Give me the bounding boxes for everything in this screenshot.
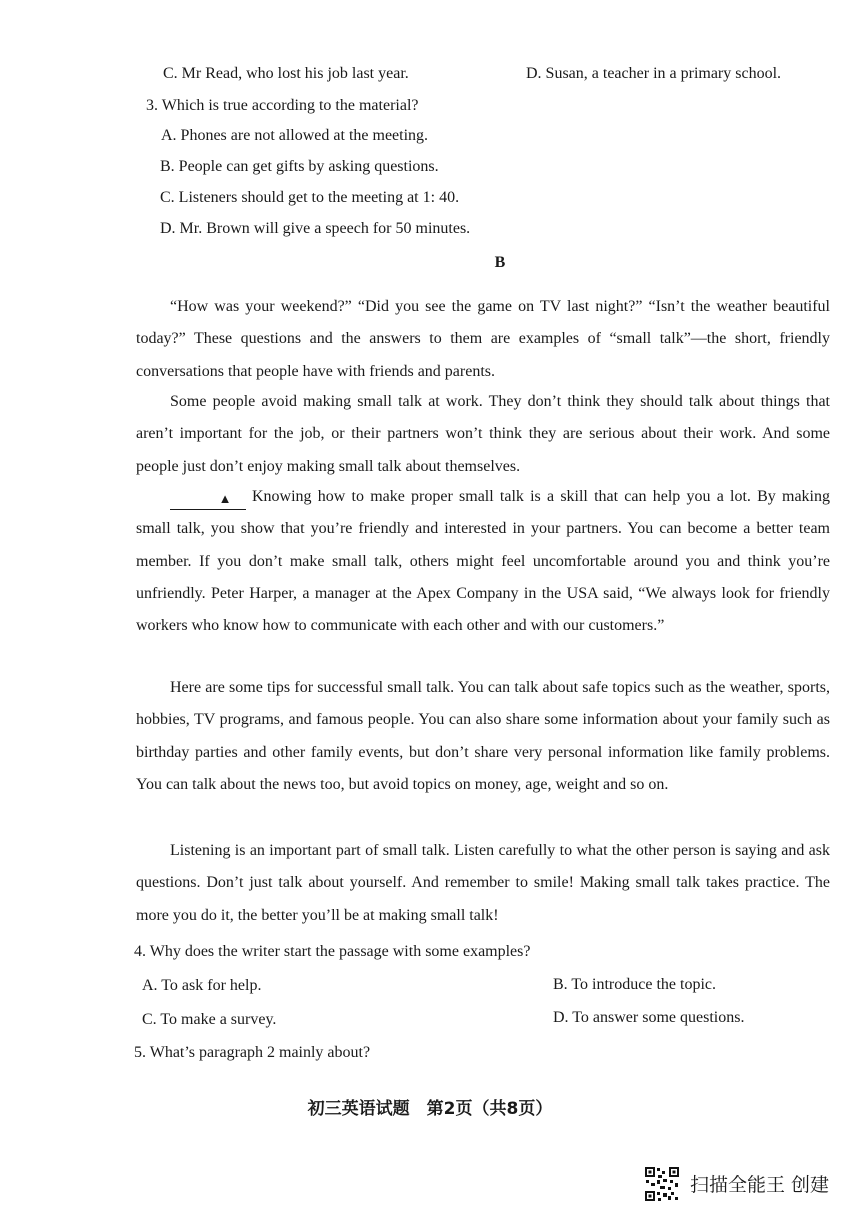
- q5-question: 5. What’s paragraph 2 mainly about?: [134, 1044, 371, 1061]
- q2-option-c: C. Mr Read, who lost his job last year.: [163, 65, 409, 82]
- passage-paragraph-1: “How was your weekend?” “Did you see the game on TV last night?” “Isn’t the weather beautiful today?” These questions and the answers to them are examples of “small talk”—the short, friendly conversations that people have with friends and parents.: [136, 298, 830, 380]
- paragraph-3-text: Knowing how to make proper small talk is a skill that can help you a lot. By making small talk, you show that you’re friendly and interested in your partners. You can become a better team member. If you don’t make small talk, others might feel uncomfortable around you and think you’re unfriendly. Peter Harper, a manager at the Apex Company in the USA said, “We always look for friendly workers who know how to communicate with each other and with our customers.”: [136, 488, 830, 635]
- passage-paragraph-5: Listening is an important part of small talk. Listen carefully to what the other person is saying and ask questions. Don’t just talk about yourself. And remember to smile! Making small talk takes practice. The more you do it, the better you’ll be at making small talk!: [136, 842, 830, 924]
- q3-option-a: A. Phones are not allowed at the meeting.: [161, 127, 429, 144]
- answer-blank: [170, 491, 246, 510]
- triangle-icon: ▲: [218, 491, 232, 506]
- q4-option-c: C. To make a survey.: [142, 1011, 277, 1028]
- q3-option-d: D. Mr. Brown will give a speech for 50 minutes.: [160, 220, 471, 237]
- q4-option-b: B. To introduce the topic.: [553, 976, 716, 993]
- page-footer: 初三英语试题 第2页（共8页）: [307, 1099, 553, 1119]
- q4-option-d: D. To answer some questions.: [553, 1009, 745, 1026]
- qr-code-icon: [644, 1166, 680, 1202]
- passage-paragraph-3: [136, 481, 830, 642]
- q3-option-b: B. People can get gifts by asking questions.: [160, 158, 439, 175]
- passage-paragraph-4: Here are some tips for successful small talk. You can talk about safe topics such as the weather, sports, hobbies, TV programs, and famous people. You can also share some information about your family such as birthday parties and other family events, but don’t share very personal information like family problems. You can talk about the news too, but avoid topics on money, age, weight and so on.: [136, 679, 830, 793]
- watermark-text: 扫描全能王 创建: [690, 1174, 830, 1196]
- q4-option-a: A. To ask for help.: [142, 977, 262, 994]
- q3-option-c: C. Listeners should get to the meeting at 1: 40.: [160, 189, 460, 206]
- q4-question: 4. Why does the writer start the passage with some examples?: [134, 943, 531, 960]
- q2-option-d: D. Susan, a teacher in a primary school.: [526, 65, 782, 82]
- q3-question: 3. Which is true according to the material?: [146, 97, 419, 114]
- scanner-watermark: [644, 1166, 844, 1202]
- section-title: B: [494, 254, 506, 271]
- passage-paragraph-2: Some people avoid making small talk at work. They don’t think they should talk about things that aren’t important for the job, or their partners won’t think they are serious about their work. And some people just don’t enjoy making small talk about themselves.: [136, 393, 830, 475]
